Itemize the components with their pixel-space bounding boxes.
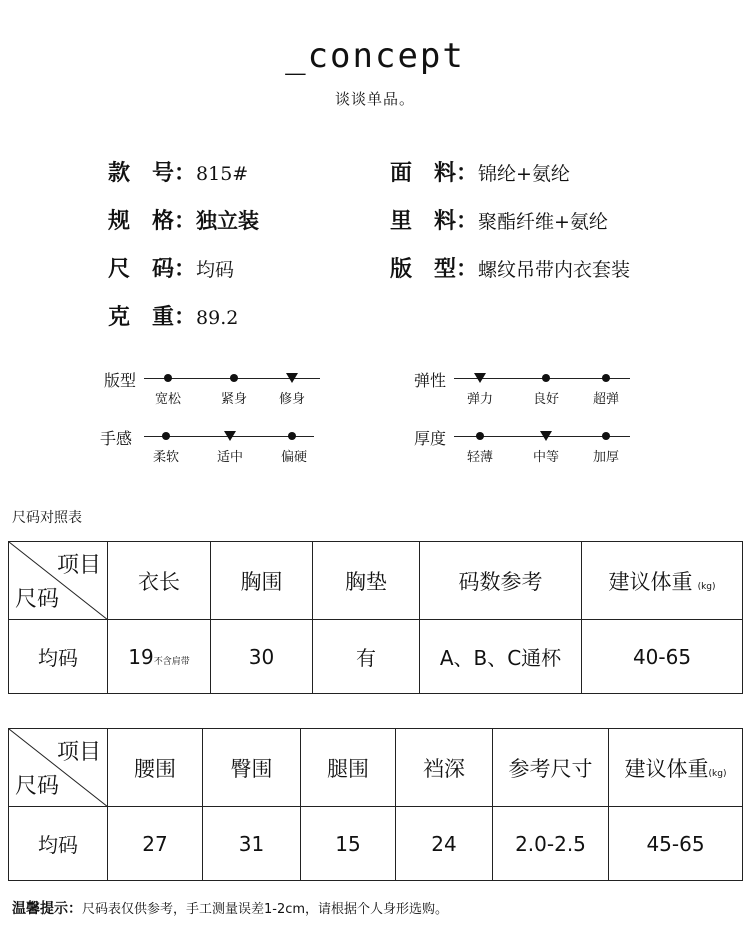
table-header-cell: 参考尺寸 [493, 729, 609, 807]
scale-dot-icon [162, 432, 170, 440]
spec-spec: 规 格：独立装 [108, 208, 260, 234]
table-cell: 均码 [9, 807, 108, 881]
size-table-bottom [8, 728, 743, 881]
rating-elasticity: 弹性 弹力 良好 超弹 [410, 368, 640, 408]
selected-triangle-icon [224, 431, 236, 441]
rating-option: 紧身 [220, 392, 247, 407]
page-title: _concept [285, 36, 465, 76]
table-header-cell: 建议体重 (kg) [582, 542, 743, 620]
spec-style-no: 款 号：815# [108, 160, 249, 186]
spec-weight: 克 重：89.2 [108, 304, 239, 330]
table-corner-cell: 项目 尺码 [9, 729, 108, 807]
table-header-cell: 码数参考 [420, 542, 582, 620]
table-cell: A、B、C通杯 [420, 620, 582, 694]
table-header-row [9, 542, 743, 620]
rating-thickness: 厚度 轻薄 中等 加厚 [410, 426, 640, 466]
page-subtitle: 谈谈单品。 [334, 90, 415, 108]
table-corner-cell: 项目 尺码 [9, 542, 108, 620]
table-header-cell: 腿围 [301, 729, 396, 807]
table-header-cell: 裆深 [396, 729, 493, 807]
scale-dot-icon [602, 432, 610, 440]
rating-option: 加厚 [592, 450, 619, 465]
size-chart-label: 尺码对照表 [12, 510, 82, 526]
table-cell: 45-65 [609, 807, 743, 881]
table-cell: 31 [203, 807, 301, 881]
size-table-top [8, 541, 743, 694]
spec-material: 面 料：锦纶+氨纶 [390, 160, 570, 186]
spec-fit: 版 型：螺纹吊带内衣套装 [390, 256, 631, 282]
scale-dot-icon [288, 432, 296, 440]
table-header-cell: 胸围 [211, 542, 313, 620]
table-header-row [9, 729, 743, 807]
rating-option: 修身 [278, 392, 305, 407]
table-cell: 27 [108, 807, 203, 881]
scale-dot-icon [476, 432, 484, 440]
rating-option: 弹力 [466, 392, 493, 407]
table-cell: 19不含肩带 [108, 620, 211, 694]
rating-option: 超弹 [592, 392, 619, 407]
table-row [9, 807, 743, 881]
table-cell: 有 [313, 620, 420, 694]
footer-note: 温馨提示：尺码表仅供参考，手工测量误差1-2cm，请根据个人身形选购。 [12, 901, 449, 917]
selected-triangle-icon [286, 373, 298, 383]
table-header-cell: 胸垫 [313, 542, 420, 620]
table-header-cell: 衣长 [108, 542, 211, 620]
selected-triangle-icon [474, 373, 486, 383]
rating-option: 宽松 [154, 392, 181, 407]
table-cell: 均码 [9, 620, 108, 694]
rating-option: 良好 [532, 392, 559, 407]
table-cell: 24 [396, 807, 493, 881]
scale-dot-icon [230, 374, 238, 382]
rating-option: 轻薄 [466, 450, 493, 465]
table-header-cell: 腰围 [108, 729, 203, 807]
table-cell: 15 [301, 807, 396, 881]
rating-option: 中等 [532, 450, 559, 465]
rating-fit: 版型 宽松 紧身 修身 [100, 368, 330, 408]
table-header-cell: 建议体重(kg) [609, 729, 743, 807]
table-cell: 40-65 [582, 620, 743, 694]
rating-option: 偏硬 [280, 450, 307, 465]
rating-option: 适中 [216, 450, 243, 465]
selected-triangle-icon [540, 431, 552, 441]
rating-feel: 手感 柔软 适中 偏硬 [100, 426, 330, 466]
scale-dot-icon [602, 374, 610, 382]
scale-dot-icon [164, 374, 172, 382]
spec-lining: 里 料：聚酯纤维+氨纶 [390, 208, 608, 234]
spec-size: 尺 码：均码 [108, 256, 235, 282]
table-cell: 2.0-2.5 [493, 807, 609, 881]
rating-option: 柔软 [152, 450, 179, 465]
table-cell: 30 [211, 620, 313, 694]
table-header-cell: 臀围 [203, 729, 301, 807]
scale-dot-icon [542, 374, 550, 382]
table-row [9, 620, 743, 694]
